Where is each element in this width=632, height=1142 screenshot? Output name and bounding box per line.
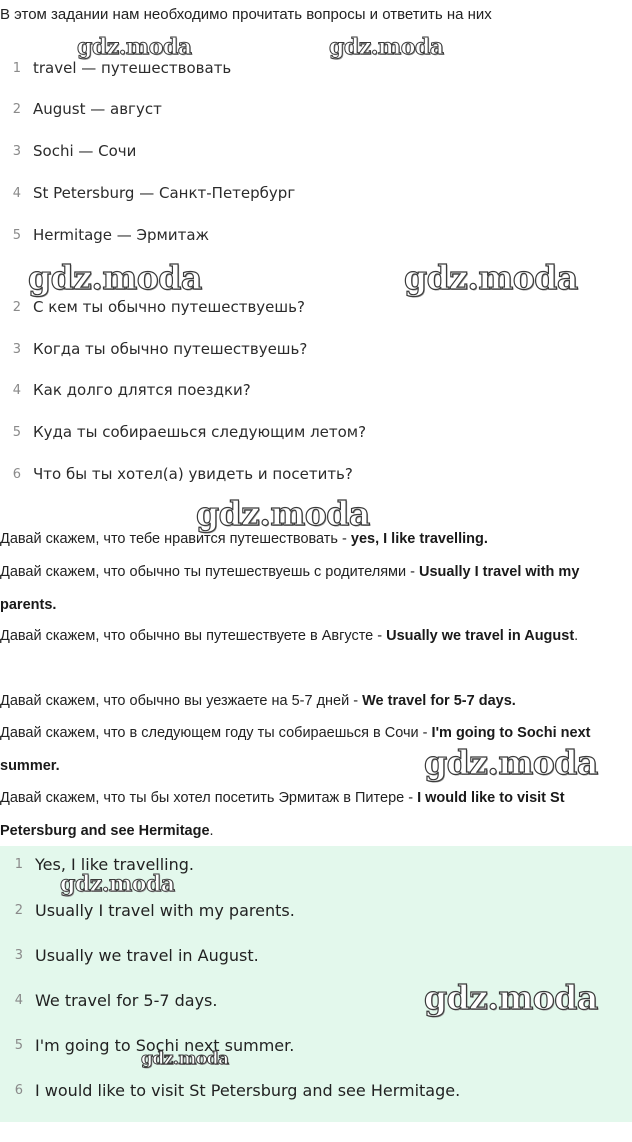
item-text: travel — путешествовать — [33, 59, 232, 77]
item-text: Sochi — Сочи — [33, 142, 137, 160]
list-item — [0, 852, 194, 876]
watermark-logo: gdz.moda — [77, 34, 192, 60]
item-number: 6 — [14, 1082, 23, 1098]
watermark-logo: gdz.moda — [28, 258, 202, 297]
item-number: 2 — [14, 902, 23, 918]
item-text: Что бы ты хотел(а) увидеть и посетить? — [33, 465, 353, 483]
list-item — [0, 988, 217, 1012]
list-item — [0, 420, 366, 444]
tip-paragraph: Давай скажем, что тебе нравится путешествовать - yes, I like travelling. — [0, 531, 488, 547]
item-text: Yes, I like travelling. — [35, 854, 195, 874]
list-item — [0, 97, 162, 121]
item-number: 6 — [12, 466, 21, 482]
watermark-logo: gdz.moda — [404, 258, 578, 297]
list-item — [0, 56, 231, 80]
item-text: I'm going to Sochi next summer. — [35, 1035, 295, 1055]
item-text: We travel for 5-7 days. — [35, 990, 218, 1010]
item-text: Usually I travel with my parents. — [35, 900, 295, 920]
list-item — [0, 1078, 460, 1102]
item-number: 5 — [12, 424, 21, 440]
tip-paragraph: Давай скажем, что обычно вы путешествуете в Августе - Usually we travel in August. — [0, 628, 579, 644]
item-number: 1 — [14, 856, 23, 872]
list-item — [0, 223, 209, 247]
answer-phrase: We travel for 5-7 days — [362, 693, 512, 709]
watermark-logo: gdz.moda — [424, 978, 598, 1017]
list-item — [0, 1033, 294, 1057]
list-item — [0, 295, 305, 319]
item-number: 3 — [12, 341, 21, 357]
list-item — [0, 139, 136, 163]
item-text: Hermitage — Эрмитаж — [33, 226, 210, 244]
watermark-logo: gdz.moda — [196, 494, 370, 533]
item-number: 3 — [14, 947, 23, 963]
list-item — [0, 378, 251, 402]
watermark-logo: gdz.moda — [424, 743, 598, 782]
intro-text: В этом задании нам необходимо прочитать вопросы и ответить на них — [0, 6, 492, 23]
item-text: Когда ты обычно путешествуешь? — [33, 340, 308, 358]
answers-block — [0, 846, 632, 1122]
watermark-logo: gdz.moda — [60, 871, 175, 897]
tip-paragraph: Давай скажем, что ты бы хотел посетить Эрмитаж в Питере - I would like to visit St Petersburg and see Hermitage. — [0, 790, 565, 839]
item-number: 1 — [12, 60, 21, 76]
item-number: 2 — [12, 299, 21, 315]
item-text: I would like to visit St Petersburg and see Hermitage. — [35, 1080, 461, 1100]
item-number: 2 — [12, 101, 21, 117]
item-number: 5 — [12, 227, 21, 243]
watermark-logo: gdz.moda — [329, 34, 444, 60]
item-number: 4 — [12, 185, 21, 201]
answer-phrase: Usually I travel with my parents — [0, 564, 580, 613]
list-item — [0, 181, 295, 205]
item-number: 4 — [14, 992, 23, 1008]
item-text: August — август — [33, 100, 162, 118]
item-number: 3 — [12, 143, 21, 159]
watermark-logo: gdz.moda — [141, 1049, 229, 1069]
answer-phrase: I would like to visit St Petersburg and see Hermitage — [0, 790, 565, 839]
tip-paragraph: Давай скажем, что обычно вы уезжаете на 5-7 дней - We travel for 5-7 days. — [0, 693, 516, 709]
item-text: С кем ты обычно путешествуешь? — [33, 298, 305, 316]
list-item — [0, 898, 295, 922]
item-text: Как долго длятся поездки? — [33, 381, 251, 399]
answer-phrase: Usually we travel in August — [386, 628, 575, 644]
answer-phrase: yes, I like travelling — [350, 531, 484, 547]
tip-paragraph: Давай скажем, что обычно ты путешествуешь с родителями - Usually I travel with my parents. — [0, 564, 580, 613]
list-item — [0, 943, 259, 967]
item-number: 4 — [12, 382, 21, 398]
answer-phrase: I'm going to Sochi next summer — [0, 725, 591, 774]
item-text: St Petersburg — Санкт-Петербург — [33, 184, 296, 202]
list-item — [0, 462, 353, 486]
item-text: Куда ты собираешься следующим летом? — [33, 423, 367, 441]
item-number: 5 — [14, 1037, 23, 1053]
tip-paragraph: Давай скажем, что в следующем году ты собираешься в Сочи - I'm going to Sochi next summer. — [0, 725, 591, 774]
item-text: Usually we travel in August. — [35, 945, 259, 965]
list-item — [0, 337, 307, 361]
